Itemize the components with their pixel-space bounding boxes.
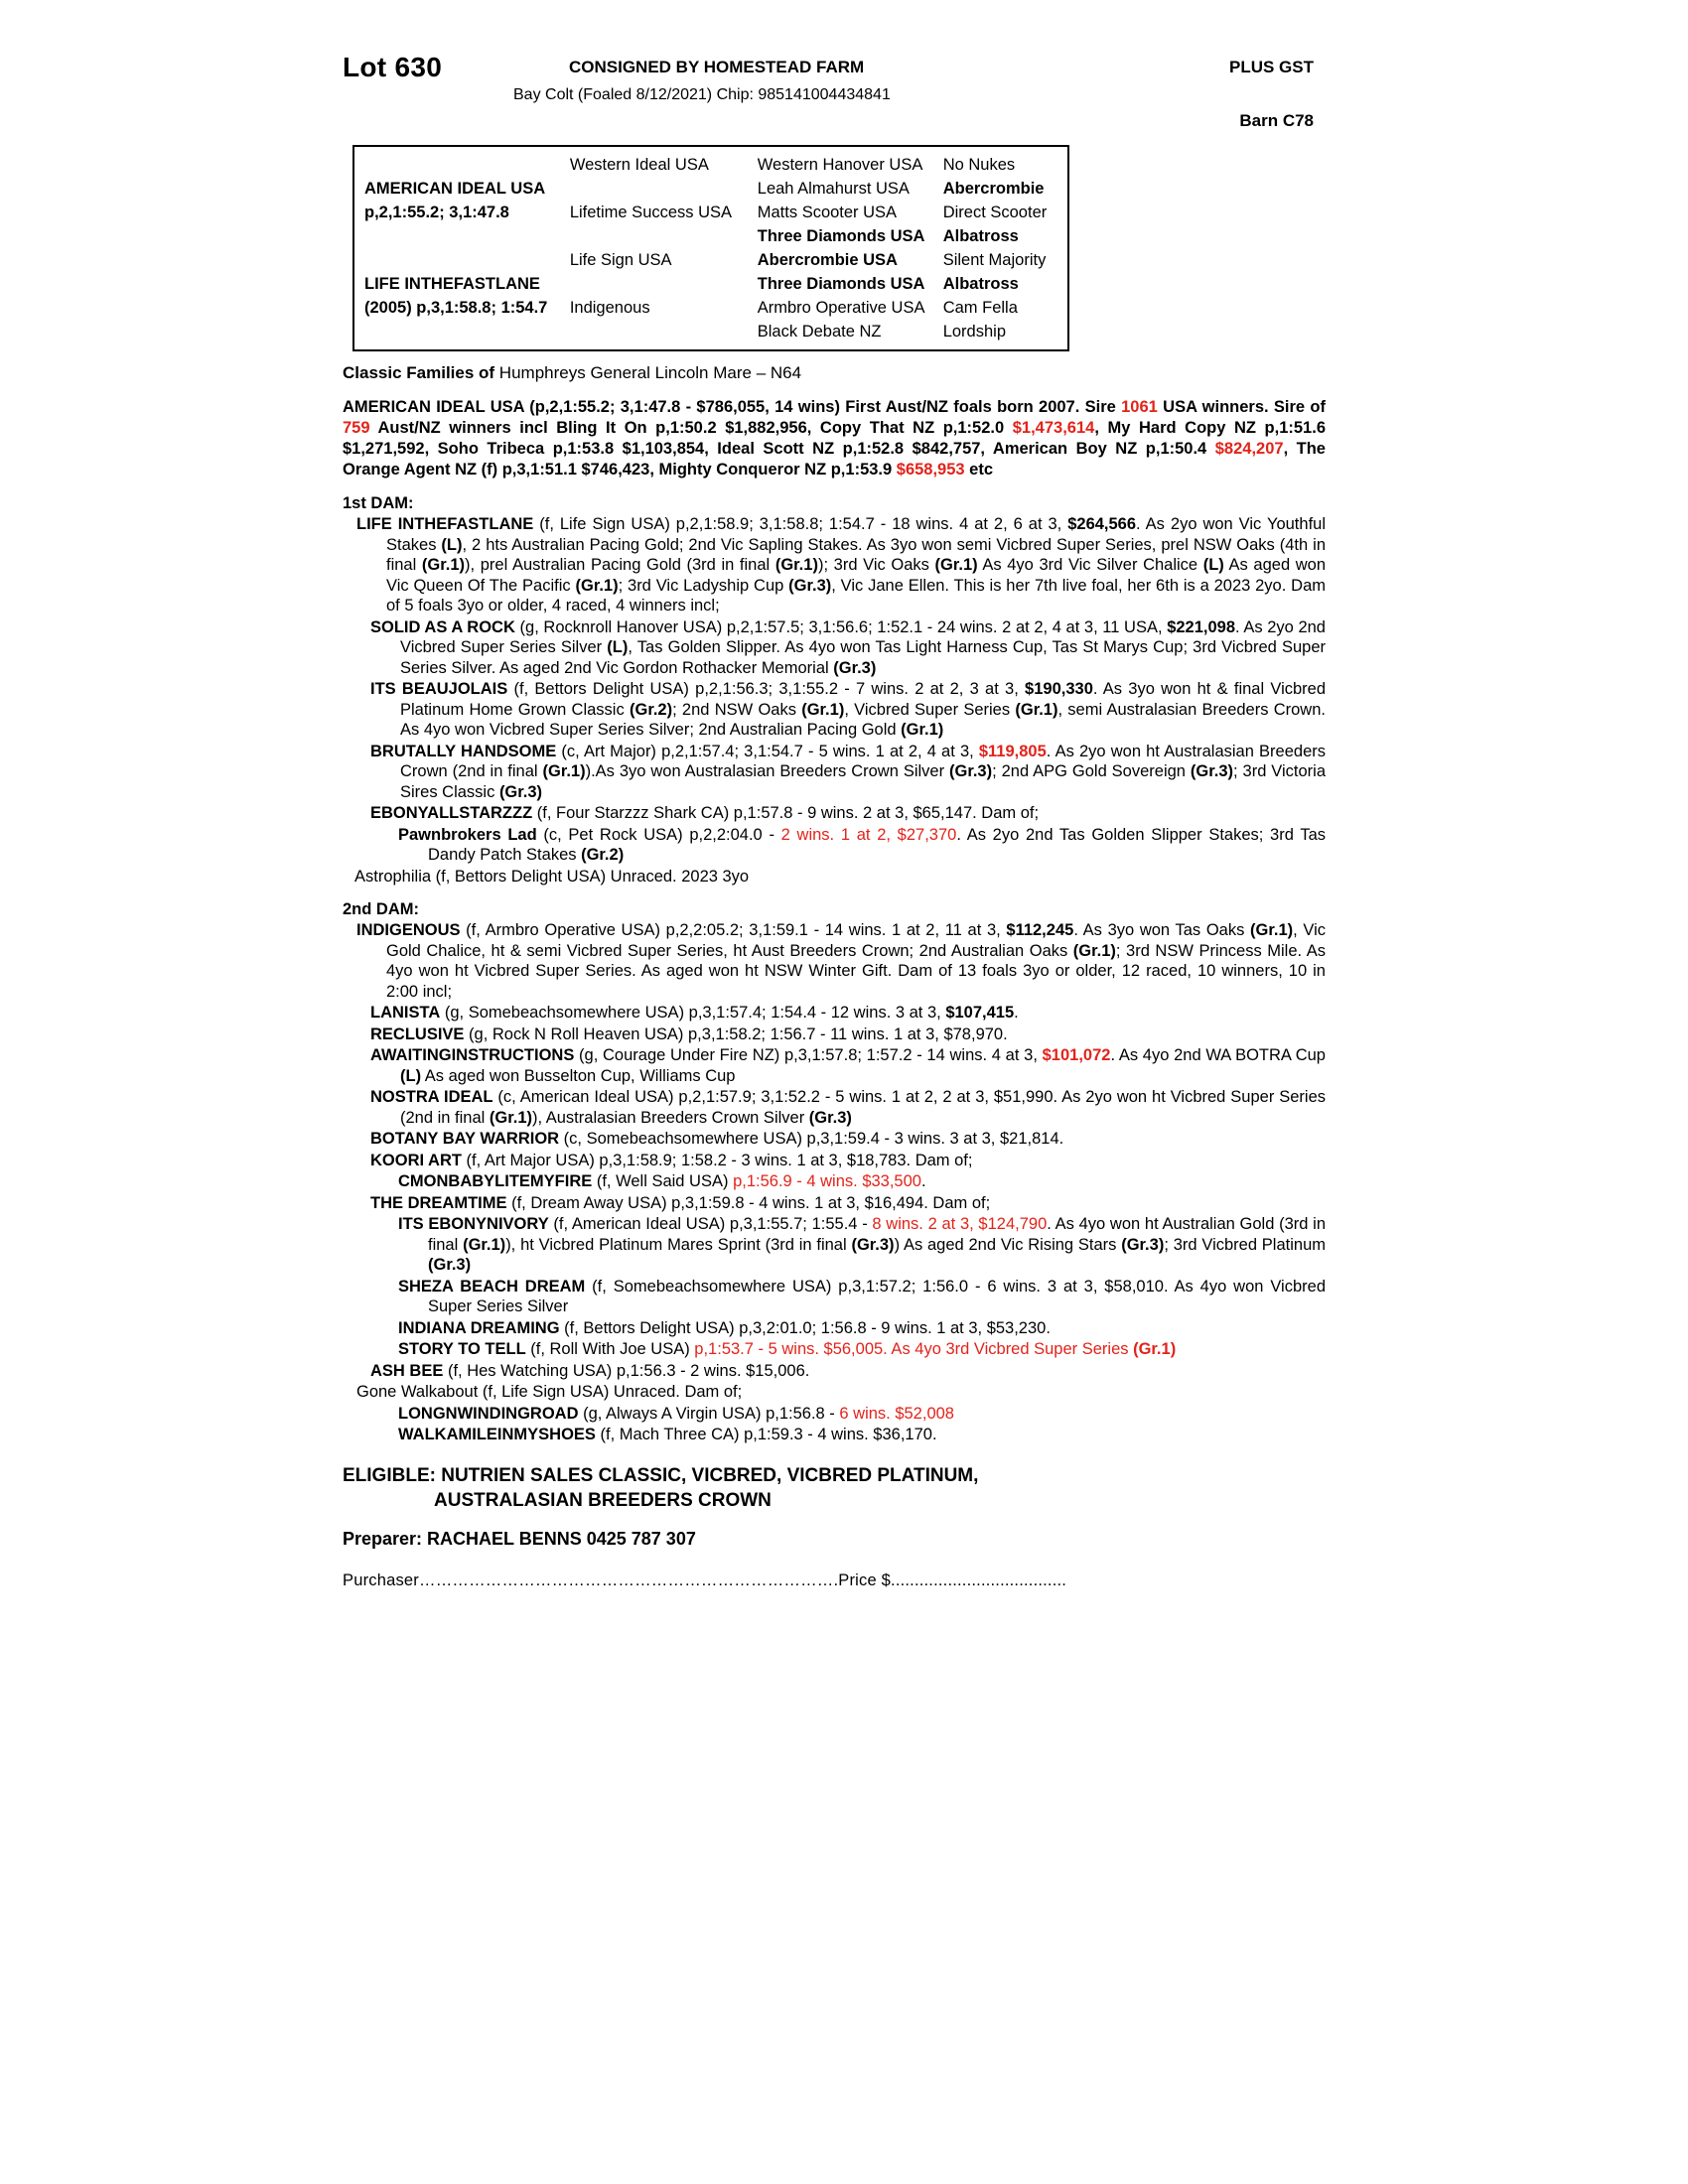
text-run: (f, Life Sign USA) p,2,1:58.9; 3,1:58.8; 1:54.7 - 18 wins. 4 at 2, 6 at 3, [533,515,1068,533]
text-run: ; 2nd APG Gold Sovereign [992,762,1191,780]
highlight-text: 759 [343,419,370,437]
pedigree-row [354,248,1067,272]
text-run: ), ht Vicbred Platinum Mares Sprint (3rd in final [505,1235,852,1254]
pedigree-cell: Life Sign USA [569,251,672,269]
pedigree-entry [343,867,1326,887]
entry-name: (Gr.2) [581,846,625,864]
text-run: (f, Bettors Delight USA) p,2,1:56.3; 3,1:55.2 - 7 wins. 2 at 2, 3 at 3, [507,680,1026,698]
pedigree-cell: Western Ideal USA [569,156,709,174]
catalogue-sheet [343,50,1326,1590]
pedigree-entry [343,1404,1326,1425]
pedigree-entry [343,1171,1326,1192]
pedigree-row [354,201,1067,224]
entry-name: (L) [1202,556,1224,574]
entry-name: (Gr.1) [774,556,818,574]
highlight-text: $824,207 [1214,440,1284,458]
text-run: (f, Hes Watching USA) p,1:56.3 - 2 wins. $15,006. [443,1361,810,1380]
classic-families [343,363,1326,383]
text-run: As aged won Vic Queen Of The Pacific [386,556,1327,595]
text-run: (f, Somebeachsomewhere USA) p,3,1:57.2; 1:56.0 - 6 wins. 3 at 3, $58,010. As 4yo won Vicbred Super Series Silver [428,1277,1326,1315]
horse-description: Bay Colt (Foaled 8/12/2021) Chip: 985141004434841 [513,86,891,103]
text-run: (c, Pet Rock USA) p,2,2:04.0 - [536,825,781,844]
pedigree-entry [343,1129,1326,1150]
entry-name: $221,098 [1167,617,1236,636]
pedigree-cell: Abercrombie [942,180,1045,198]
text-run: AMERICAN IDEAL USA (p,2,1:55.2; 3,1:47.8 - $786,055, 14 wins) First Aust/NZ foals born 2007. Sire [343,398,1122,416]
text-run: (g, Always A Virgin USA) p,1:56.8 - [578,1404,840,1423]
pedigree-cell: Western Hanover USA [757,156,923,174]
entry-name: KOORI ART [370,1151,462,1169]
pedigree-cell: (2005) p,3,1:58.8; 1:54.7 [364,299,548,317]
text-run: . As 2yo 2nd Vicbred Super Series Silver [400,617,1326,656]
pedigree-row [354,272,1067,296]
highlight-text: $1,473,614 [1012,419,1095,437]
pedigree-cell: Indigenous [569,299,650,317]
text-run: Aust/NZ winners incl Bling It On p,1:50.2 $1,882,956, Copy That NZ p,1:52.0 [369,419,1013,437]
entry-name: (Gr.3) [949,762,993,780]
entry-name: AWAITINGINSTRUCTIONS [370,1046,575,1064]
pedigree-cell: Albatross [942,227,1019,245]
text-run: ; 2nd NSW Oaks [672,700,802,719]
text-run: (g, Somebeachsomewhere USA) p,3,1:57.4; 1:54.4 - 12 wins. 3 at 3, [440,1004,946,1022]
pedigree-entry [343,803,1326,824]
entry-name: NOSTRA IDEAL [370,1088,493,1106]
pedigree-cell: AMERICAN IDEAL USA [364,180,546,198]
entry-name: ITS BEAUJOLAIS [370,680,508,698]
highlight-text: 8 wins. 2 at 3, $124,790 [872,1215,1048,1233]
entry-name: ASH BEE [370,1361,444,1380]
entry-name: (Gr.1) [1015,700,1058,719]
pedigree-table [352,145,1069,351]
pedigree-cell: LIFE INTHEFASTLANE [364,275,540,293]
text-run: (c, Art Major) p,2,1:57.4; 3,1:54.7 - 5 wins. 1 at 2, 4 at 3, [556,742,979,760]
entry-name: CMONBABYLITEMYFIRE [398,1172,593,1190]
entry-name: (L) [441,535,463,554]
page-header [343,50,1326,145]
text-run: . As 4yo won ht Australian Gold (3rd in final [428,1215,1326,1254]
pedigree-row [354,296,1067,320]
highlight-text: 1061 [1121,398,1158,416]
text-run: ), prel Australian Pacing Gold (3rd in final [465,556,775,574]
entry-name: SOLID AS A ROCK [370,617,515,636]
entry-name: (Gr.3) [851,1235,895,1254]
second-dam-entries [343,920,1326,1445]
pedigree-entry [343,1193,1326,1214]
text-run: , Tas Golden Slipper. As 4yo won Tas Light Harness Cup, Tas St Marys Cup; 3rd Vicbred Super Series Silver. As aged 2nd Vic Gordon Rothacker Memorial [400,638,1326,677]
entry-name: EBONYALLSTARZZZ [370,804,533,822]
highlight-text: $101,072 [1042,1046,1111,1064]
barn-label: Barn C78 [1239,111,1314,130]
pedigree-cell: Cam Fella [942,299,1018,317]
entry-name: (Gr.1) [1072,941,1116,960]
entry-name: (Gr.3) [1121,1235,1165,1254]
text-run: , Vic Gold Chalice, ht & semi Vicbred Super Series, ht Aust Breeders Crown; 2nd Australian Oaks [386,921,1326,960]
pedigree-entry [343,1339,1326,1360]
entry-name: (Gr.2) [629,700,673,719]
text-run: As 4yo 3rd Vic Silver Chalice [977,556,1203,574]
text-run: . As 3yo won ht & final Vicbred Platinum Home Grown Classic [400,680,1327,719]
entry-name: INDIGENOUS [356,921,461,939]
pedigree-row [354,153,1067,177]
text-run: ; 3rd Vic Ladyship Cup [618,576,789,595]
eligibility-line-2: AUSTRALASIAN BREEDERS CROWN [434,1489,772,1511]
text-run: , My Hard Copy NZ p,1:51.6 $1,271,592, Soho Tribeca p,1:53.8 $1,103,854, Ideal Scott NZ p,1:52.8 $842,757, American Boy NZ p,1:50.4 [343,419,1326,458]
pedigree-entry [343,679,1326,741]
entry-name: $112,245 [1006,921,1074,939]
sire-summary-paragraph [343,397,1326,480]
entry-name: (Gr.1) [1250,921,1294,939]
pedigree-entry [343,1151,1326,1171]
entry-name: (Gr.3) [498,782,543,801]
entry-name: RECLUSIVE [370,1024,465,1043]
highlight-text: (Gr.1) [1133,1340,1177,1358]
entry-name: SHEZA BEACH DREAM [398,1277,586,1296]
text-run: (f, American Ideal USA) p,3,1:55.7; 1:55.4 - [548,1215,873,1233]
pedigree-cell: Three Diamonds USA [757,227,925,245]
classic-families-value: Humphreys General Lincoln Mare – N64 [494,363,802,382]
text-run: USA winners. Sire of [1157,398,1326,416]
pedigree-cell: Matts Scooter USA [757,204,898,221]
entry-name: INDIANA DREAMING [398,1318,560,1337]
text-run: . As 2yo won ht Australasian Breeders Crown (2nd in final [400,742,1327,780]
text-run: Gone Walkabout (f, Life Sign USA) Unraced. Dam of; [356,1383,743,1401]
pedigree-cell: Three Diamonds USA [757,275,925,293]
entry-name: (Gr.1) [463,1235,506,1254]
text-run: , semi Australasian Breeders Crown. As 4yo won Vicbred Super Series Silver; 2nd Australian Pacing Gold [400,700,1326,739]
pedigree-entry [343,1214,1326,1276]
entry-name: $190,330 [1025,680,1093,698]
text-run: ; 3rd NSW Princess Mile. As 4yo won ht Vicbred Super Series. As aged won ht NSW Winter Gift. Dam of 13 foals 3yo or older, 12 raced, 10 winners, 10 in 2:00 incl; [386,941,1326,1001]
text-run: ).As 3yo won Australasian Breeders Crown Silver [585,762,949,780]
entry-name: $107,415 [945,1004,1015,1022]
pedigree-row [354,177,1067,201]
text-run: (f, Armbro Operative USA) p,2,2:05.2; 3,1:59.1 - 14 wins. 1 at 2, 11 at 3, [460,921,1007,939]
first-dam-entries [343,514,1326,887]
entry-name: (L) [607,638,629,656]
text-run: , Vicbred Super Series [844,700,1016,719]
pedigree-entry [343,1425,1326,1445]
entry-name: LIFE INTHEFASTLANE [356,515,534,533]
text-run: (f, Bettors Delight USA) p,3,2:01.0; 1:56.8 - 9 wins. 1 at 3, $53,230. [559,1318,1051,1337]
pedigree-cell: Leah Almahurst USA [757,180,910,198]
pedigree-cell: Black Debate NZ [757,323,882,341]
consignor-line: CONSIGNED BY HOMESTEAD FARM [569,58,865,76]
highlight-text: $119,805 [978,742,1047,760]
highlight-text: $658,953 [896,461,965,478]
pedigree-entry [343,825,1326,866]
lot-number: Lot 630 [343,52,443,82]
highlight-text: 6 wins. $52,008 [839,1404,954,1423]
pedigree-entry [343,514,1326,616]
text-run: As aged won Busselton Cup, Williams Cup [421,1066,736,1085]
pedigree-entry [343,1318,1326,1339]
text-run: (f, Roll With Joe USA) [525,1340,695,1358]
text-run: . [1014,1004,1019,1022]
text-run: (f, Well Said USA) [592,1172,734,1190]
entry-name: (Gr.1) [421,556,466,574]
text-run: ); 3rd Vic Oaks [817,556,935,574]
pedigree-entry [343,1003,1326,1024]
pedigree-entry [343,742,1326,803]
text-run: ; 3rd Vicbred Platinum [1164,1235,1326,1254]
pedigree-entry [343,1024,1326,1045]
text-run: , Vic Jane Ellen. This is her 7th live foal, her 6th is a 2023 2yo. Dam of 5 foals 3yo or older, 4 raced, 4 winners incl; [386,576,1326,614]
first-dam-heading: 1st DAM: [343,494,414,512]
preparer-line: Preparer: RACHAEL BENNS 0425 787 307 [343,1528,696,1549]
text-run: Astrophilia (f, Bettors Delight USA) Unraced. 2023 3yo [354,867,750,886]
text-run: (f, Dream Away USA) p,3,1:59.8 - 4 wins. 1 at 3, $16,494. Dam of; [506,1193,991,1212]
highlight-text: 2 wins. 1 at 2, $27,370 [780,825,957,844]
entry-name: LONGNWINDINGROAD [398,1404,579,1423]
purchaser-price-line: Purchaser………………………………………………………………….Price $..................................... [343,1570,1067,1589]
entry-name: (Gr.1) [489,1108,532,1127]
pedigree-cell: Armbro Operative USA [757,299,925,317]
entry-name: (Gr.3) [833,658,877,677]
entry-name: (Gr.3) [808,1108,852,1127]
entry-name: (Gr.1) [934,556,978,574]
entry-name: ITS EBONYNIVORY [398,1215,549,1233]
entry-name: (Gr.3) [428,1256,472,1274]
text-run: , 2 hts Australian Pacing Gold; 2nd Vic Sapling Stakes. As 3yo won semi Vicbred Super Series, prel NSW Oaks (4th in final [386,535,1326,574]
second-dam-heading: 2nd DAM: [343,900,419,918]
entry-name: (Gr.1) [901,721,944,739]
pedigree-cell: No Nukes [942,156,1016,174]
pedigree-cell: Silent Majority [942,251,1047,269]
text-run: (f, Art Major USA) p,3,1:58.9; 1:58.2 - 3 wins. 1 at 3, $18,783. Dam of; [461,1151,973,1169]
entry-name: (Gr.1) [542,762,586,780]
eligibility-line-1: ELIGIBLE: NUTRIEN SALES CLASSIC, VICBRED, VICBRED PLATINUM, [343,1464,979,1486]
text-run: (f, Mach Three CA) p,1:59.3 - 4 wins. $36,170. [595,1426,937,1443]
text-run: (g, Rock N Roll Heaven USA) p,3,1:58.2; 1:56.7 - 11 wins. 1 at 3, $78,970. [464,1024,1008,1043]
entry-name: (Gr.3) [1190,762,1234,780]
text-run: (g, Rocknroll Hanover USA) p,2,1:57.5; 3,1:56.6; 1:52.1 - 24 wins. 2 at 2, 4 at 3, 11 USA, [514,617,1168,636]
entry-name: THE DREAMTIME [370,1193,507,1212]
pedigree-entry [343,920,1326,1002]
text-run: ), Australasian Breeders Crown Silver [532,1108,809,1127]
text-run: (g, Courage Under Fire NZ) p,3,1:57.8; 1:57.2 - 14 wins. 4 at 3, [574,1046,1043,1064]
entry-name: (Gr.1) [575,576,619,595]
text-run: ) As aged 2nd Vic Rising Stars [894,1235,1122,1254]
eligibility-block [343,1463,1326,1513]
pedigree-cell: Albatross [942,275,1019,293]
pedigree-entry [343,1045,1326,1086]
text-run: (c, Somebeachsomewhere USA) p,3,1:59.4 - 3 wins. 3 at 3, $21,814. [559,1130,1064,1148]
text-run: ; 3rd Victoria Sires Classic [400,762,1327,801]
entry-name: WALKAMILEINMYSHOES [398,1426,596,1443]
pedigree-cell: Abercrombie USA [757,251,898,269]
entry-name: (L) [400,1066,422,1085]
text-run: , The Orange Agent NZ (f) p,3,1:51.1 $746,423, Mighty Conqueror NZ p,1:53.9 [343,440,1326,478]
pedigree-row [354,320,1067,343]
entry-name: LANISTA [370,1004,441,1022]
pedigree-entry [343,1361,1326,1382]
text-run: . As 2yo 2nd Tas Golden Slipper Stakes; 3rd Tas Dandy Patch Stakes [428,825,1326,864]
classic-families-label: Classic Families of [343,363,495,382]
text-run: . [920,1172,926,1190]
pedigree-entry [343,1277,1326,1317]
entry-name: BOTANY BAY WARRIOR [370,1130,560,1148]
entry-name: $264,566 [1067,515,1137,533]
pedigree-row [354,224,1067,248]
text-run: . As 3yo won Tas Oaks [1073,921,1251,939]
entry-name: (Gr.3) [788,576,832,595]
pedigree-entry [343,1087,1326,1128]
highlight-text: p,1:53.7 - 5 wins. $56,005. As 4yo 3rd Vicbred Super Series [694,1340,1134,1358]
entry-name: STORY TO TELL [398,1340,526,1358]
text-run: . As 4yo 2nd WA BOTRA Cup [1110,1046,1326,1064]
pedigree-cell: Lordship [942,323,1006,341]
entry-name: Pawnbrokers Lad [398,825,537,844]
text-run: (f, Four Starzzz Shark CA) p,1:57.8 - 9 wins. 2 at 3, $65,147. Dam of; [532,804,1040,822]
plus-gst-label: PLUS GST [1228,58,1314,76]
pedigree-cell: Direct Scooter [942,204,1048,221]
pedigree-entry [343,1382,1326,1403]
text-run: . As 2yo won Vic Youthful Stakes [386,515,1326,554]
text-run: etc [964,461,994,478]
text-run: (c, American Ideal USA) p,2,1:57.9; 3,1:52.2 - 5 wins. 1 at 2, 2 at 3, $51,990. As 2yo won ht Vicbred Super Series (2nd in final [400,1088,1327,1127]
entry-name: (Gr.1) [801,700,845,719]
pedigree-entry [343,617,1326,679]
pedigree-cell: p,2,1:55.2; 3,1:47.8 [364,204,509,221]
entry-name: BRUTALLY HANDSOME [370,742,557,760]
pedigree-cell: Lifetime Success USA [569,204,733,221]
highlight-text: p,1:56.9 - 4 wins. $33,500 [733,1172,921,1190]
